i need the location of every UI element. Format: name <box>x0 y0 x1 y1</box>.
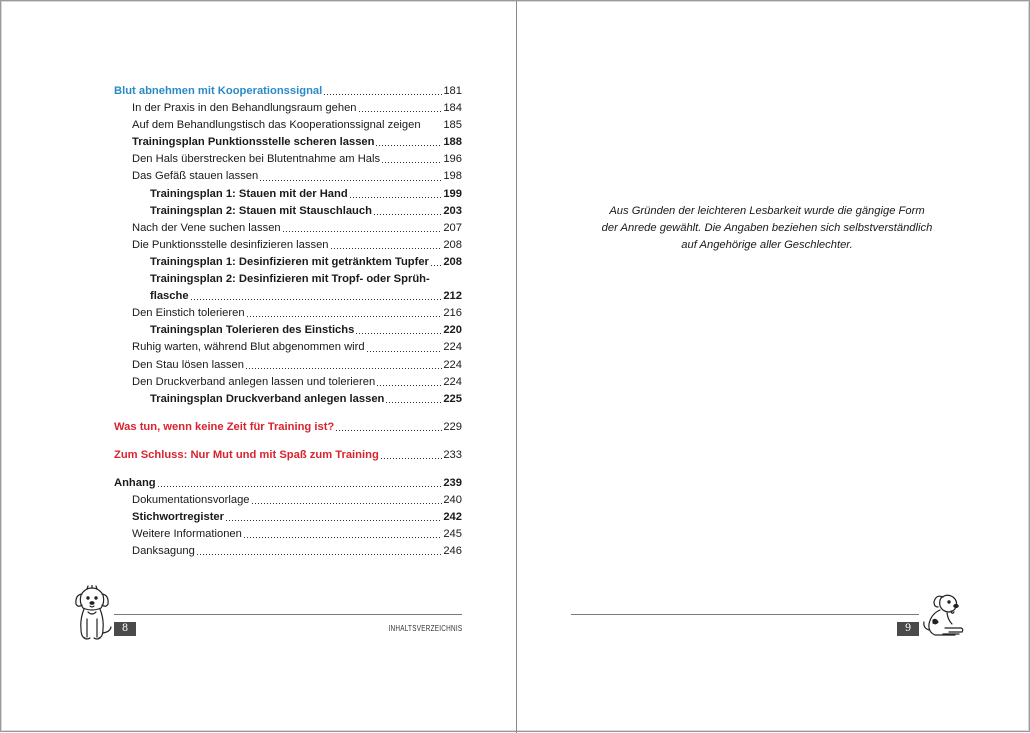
toc-entry-page: 225 <box>443 392 462 405</box>
toc-entry-page: 240 <box>443 494 462 507</box>
toc-leader-dots <box>430 257 442 267</box>
toc-leader-dots <box>380 450 443 460</box>
toc-entry-page: 196 <box>443 153 462 166</box>
toc-entry[interactable] <box>114 220 462 237</box>
toc-entry-title: Trainingsplan Druckverband anlegen lassen <box>150 392 385 405</box>
toc-leader-dots <box>259 172 442 182</box>
toc-entry-title: Weitere Informationen <box>132 528 242 541</box>
notice-line: auf Angehörige aller Geschlechter. <box>681 239 853 251</box>
toc-leader-dots <box>358 103 443 113</box>
toc-entry-title: Trainingsplan 1: Desinfizieren mit getränktem Tupfer <box>150 255 429 268</box>
toc-leader-dots <box>385 394 442 404</box>
toc-leader-dots <box>381 154 442 164</box>
toc-entry-title: Ruhig warten, während Blut abgenommen wird <box>132 341 365 354</box>
toc-entry[interactable] <box>114 203 462 220</box>
toc-entry[interactable] <box>114 305 462 322</box>
toc-entry-title: Trainingsplan 2: Desinfizieren mit Tropf- oder Sprüh- <box>150 273 430 286</box>
toc-entry-title: Nach der Vene suchen lassen <box>132 221 281 234</box>
toc-entry[interactable] <box>114 374 462 391</box>
toc-entry[interactable] <box>114 117 462 134</box>
toc-entry-page: 198 <box>443 170 462 183</box>
toc-entry-title: Die Punktionsstelle desinfizieren lassen <box>132 238 329 251</box>
left-page <box>1 1 516 733</box>
toc-entry-page: 239 <box>443 476 462 489</box>
toc-entry-title: Auf dem Behandlungstisch das Kooperationssignal zeigen <box>132 119 421 132</box>
toc-entry[interactable] <box>114 186 462 203</box>
toc-entry[interactable] <box>114 168 462 185</box>
toc-entry[interactable] <box>114 237 462 254</box>
toc-entry[interactable] <box>114 83 462 100</box>
toc-entry[interactable] <box>114 526 462 543</box>
toc-entry-title: Trainingsplan Punktionsstelle scheren lassen <box>132 136 375 149</box>
toc-entry-title: Den Druckverband anlegen lassen und tolerieren <box>132 375 376 388</box>
page-number-right: 9 <box>897 622 919 636</box>
toc-entry-title: Was tun, wenn keine Zeit für Training ist? <box>114 420 335 433</box>
toc-entry-title: Das Gefäß stauen lassen <box>132 170 259 183</box>
toc-entry-page: 212 <box>443 290 462 303</box>
toc-entry-page: 199 <box>443 187 462 200</box>
running-head: INHALTSVERZEICHNIS <box>388 624 462 633</box>
toc-entry-page: 233 <box>443 448 462 461</box>
toc-entry-page: 224 <box>443 341 462 354</box>
toc-leader-dots <box>251 495 443 505</box>
toc-leader-dots <box>355 325 442 335</box>
toc-entry[interactable] <box>114 543 462 560</box>
toc-entry-page: 207 <box>443 221 462 234</box>
toc-leader-dots <box>243 529 442 539</box>
toc-entry-title: Zum Schluss: Nur Mut und mit Spaß zum Training <box>114 448 379 461</box>
toc-entry-title: Danksagung <box>132 545 195 558</box>
page-number-left: 8 <box>114 622 136 636</box>
toc-entry[interactable] <box>114 151 462 168</box>
toc-entry-page: 208 <box>443 238 462 251</box>
toc-entry[interactable] <box>114 339 462 356</box>
toc-entry-page: 246 <box>443 545 462 558</box>
toc-entry-page: 208 <box>443 255 462 268</box>
toc-leader-dots <box>375 137 442 147</box>
toc-leader-dots <box>323 86 442 96</box>
toc-entry-title: Den Hals überstrecken bei Blutentnahme am Hals <box>132 153 381 166</box>
table-of-contents <box>114 83 462 560</box>
toc-entry-title: Trainingsplan Tolerieren des Einstichs <box>150 324 355 337</box>
toc-entry-title: Den Stau lösen lassen <box>132 358 244 371</box>
toc-entry-page: 184 <box>443 102 462 115</box>
toc-leader-dots <box>366 343 443 353</box>
toc-entry[interactable] <box>114 288 462 305</box>
footer-rule-left <box>114 614 462 615</box>
toc-entry[interactable] <box>114 509 462 526</box>
toc-entry-page: 224 <box>443 358 462 371</box>
toc-entry-title: In der Praxis in den Behandlungsraum gehen <box>132 102 357 115</box>
toc-entry-page: 181 <box>443 85 462 97</box>
toc-leader-dots <box>330 240 443 250</box>
toc-leader-dots <box>157 478 443 488</box>
toc-entry[interactable] <box>114 271 462 288</box>
toc-entry[interactable] <box>114 134 462 151</box>
toc-entry[interactable] <box>114 322 462 339</box>
toc-leader-dots <box>196 546 443 556</box>
toc-entry[interactable] <box>114 391 462 408</box>
toc-entry-page: 229 <box>443 420 462 433</box>
toc-leader-dots <box>282 223 443 233</box>
toc-leader-dots <box>376 377 442 387</box>
right-page <box>517 1 1030 733</box>
toc-entry-title: Dokumentationsvorlage <box>132 494 250 507</box>
toc-entry[interactable] <box>114 100 462 117</box>
toc-entry-page: 224 <box>443 375 462 388</box>
toc-entry-page: 188 <box>443 136 462 149</box>
toc-entry-title: Den Einstich tolerieren <box>132 307 245 320</box>
toc-entry-title: Trainingsplan 2: Stauen mit Stauschlauch <box>150 204 372 217</box>
toc-entry[interactable] <box>114 419 462 436</box>
sitting-dog-illustration <box>71 585 113 641</box>
toc-entry-page: 242 <box>443 511 462 524</box>
notice-line: Aus Gründen der leichteren Lesbarkeit wurde die gängige Form <box>609 205 925 217</box>
toc-entry[interactable] <box>114 447 462 464</box>
toc-leader-dots <box>373 206 442 216</box>
gender-notice <box>557 203 977 254</box>
toc-entry[interactable] <box>114 475 462 492</box>
toc-entry-title: Stichwortregister <box>132 511 225 524</box>
toc-entry-title: flasche <box>150 290 189 303</box>
toc-leader-dots <box>349 189 443 199</box>
footer-rule-right <box>571 614 919 615</box>
notice-line: der Anrede gewählt. Die Angaben beziehen sich selbstverständlich <box>601 222 933 234</box>
toc-entry-page: 220 <box>443 324 462 337</box>
toc-entry[interactable] <box>114 357 462 374</box>
toc-entry-title: Trainingsplan 1: Stauen mit der Hand <box>150 187 348 200</box>
toc-entry-page: 216 <box>443 307 462 320</box>
toc-entry-title: Blut abnehmen mit Kooperationssignal <box>114 85 323 97</box>
toc-leader-dots <box>245 360 442 370</box>
lying-dog-illustration <box>921 590 971 640</box>
toc-leader-dots <box>335 422 442 432</box>
toc-entry-page: 203 <box>443 204 462 217</box>
toc-leader-dots <box>190 291 443 301</box>
toc-leader-dots <box>225 512 442 522</box>
toc-leader-dots <box>246 308 443 318</box>
toc-entry-title: Anhang <box>114 476 156 489</box>
toc-entry-page: 185 <box>443 119 462 132</box>
toc-entry[interactable] <box>114 492 462 509</box>
toc-entry-page: 245 <box>443 528 462 541</box>
toc-entry[interactable] <box>114 254 462 271</box>
